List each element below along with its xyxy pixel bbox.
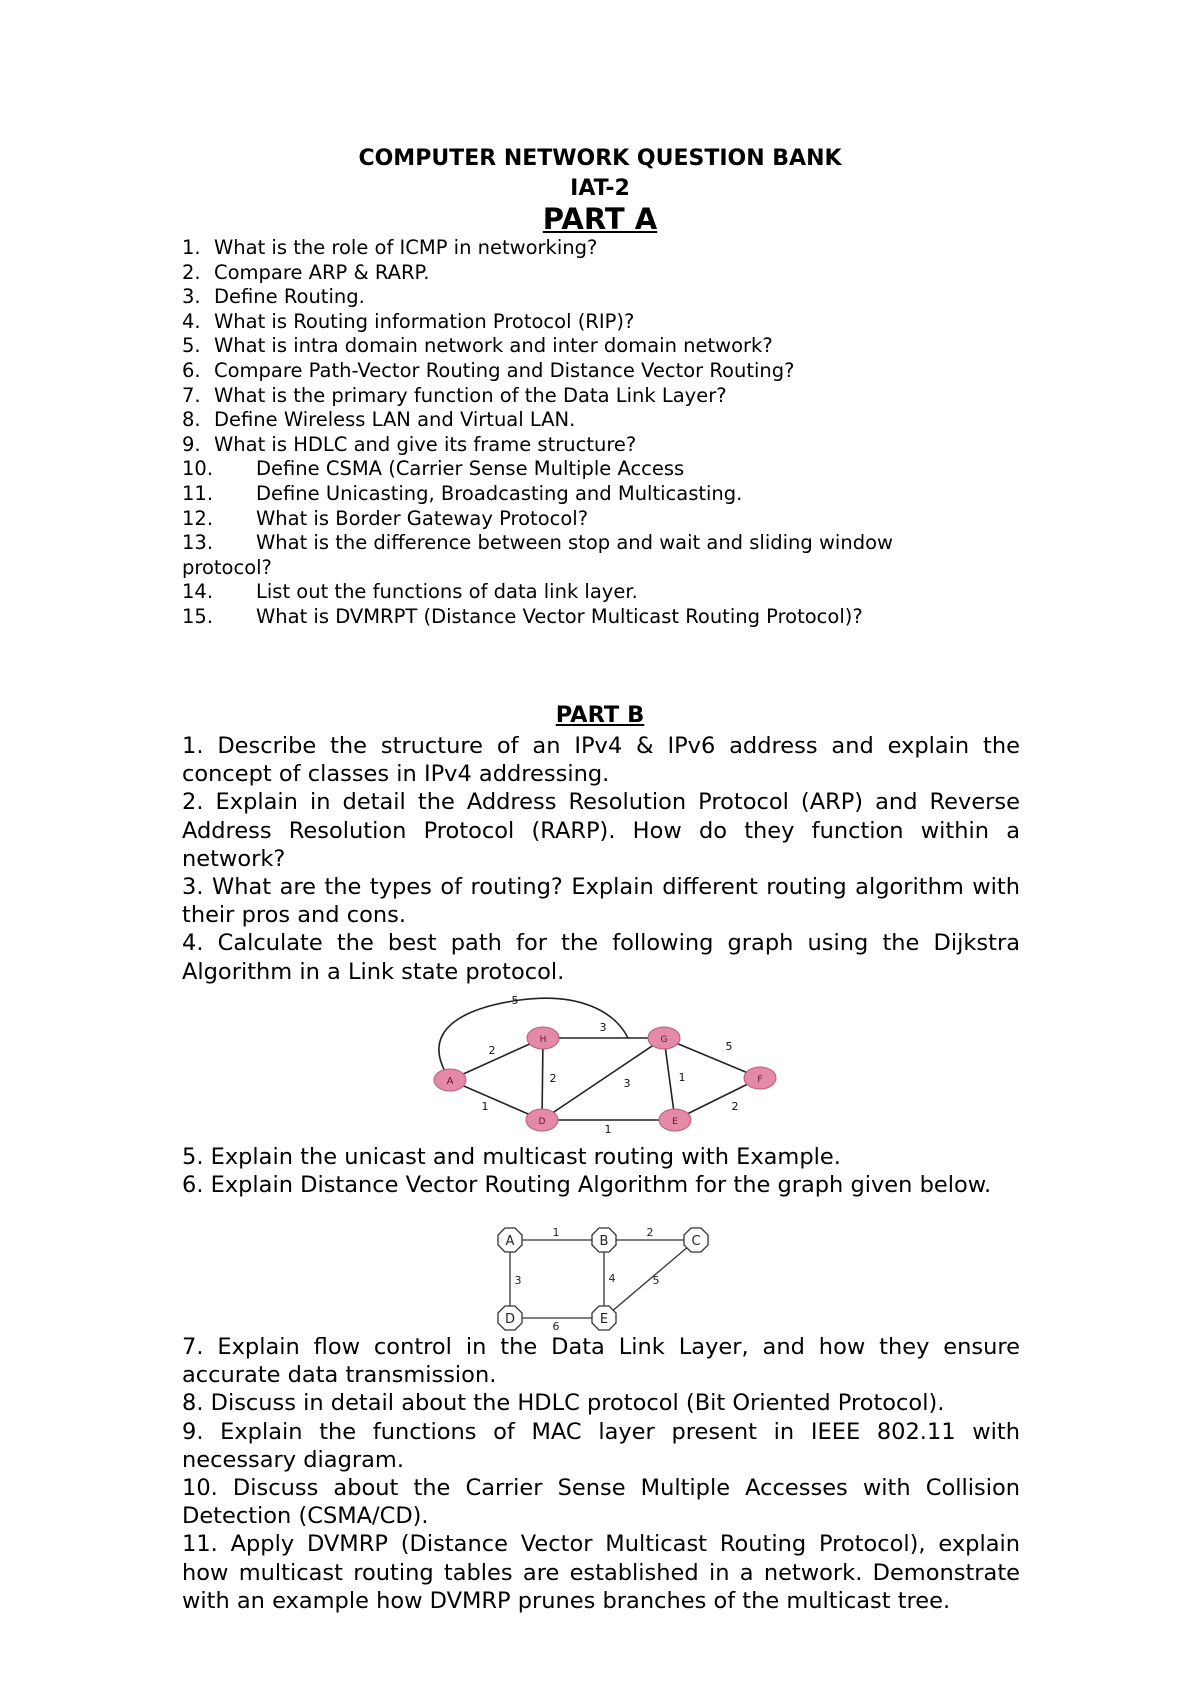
question-text: What is DVMRPT (Distance Vector Multicast Routing Protocol)? xyxy=(256,604,863,628)
edge-weight: 2 xyxy=(731,1100,739,1113)
part-a-question xyxy=(182,236,1022,261)
question-number: 6. xyxy=(182,358,201,382)
graph-node xyxy=(527,1027,559,1049)
part-b-question: 3. What are the types of routing? Explain different routing algorithm with their pros and cons. xyxy=(182,874,1020,929)
part-a-question xyxy=(182,285,1022,310)
part-a-question xyxy=(182,482,1022,507)
graph-edge xyxy=(664,1038,675,1120)
graph-node xyxy=(434,1069,466,1091)
edge-weight: 2 xyxy=(646,1226,654,1239)
part-a-question xyxy=(182,531,962,580)
question-text: Compare ARP & RARP. xyxy=(214,260,430,284)
node-label: E xyxy=(599,1312,609,1327)
graph-node xyxy=(684,1228,708,1252)
node-label: H xyxy=(539,1035,547,1045)
part-b-list-2 xyxy=(182,1143,1020,1199)
part-a-question xyxy=(182,384,1022,409)
part-b-question: 6. Explain Distance Vector Routing Algorithm for the graph given below. xyxy=(182,1172,992,1199)
question-number: 10. xyxy=(182,457,214,481)
node-label: C xyxy=(691,1234,701,1249)
graph-node xyxy=(526,1109,558,1131)
graph-node xyxy=(659,1109,691,1131)
part-b-list-1 xyxy=(182,732,1020,986)
question-number: 11. xyxy=(182,481,214,505)
part-a-question xyxy=(182,408,1022,433)
part-a-question xyxy=(182,433,1022,458)
question-number: 8. xyxy=(182,408,201,432)
question-text: What is HDLC and give its frame structure? xyxy=(214,432,637,456)
graph-node xyxy=(648,1027,680,1049)
document-title: COMPUTER NETWORK QUESTION BANK xyxy=(358,146,842,171)
edge-weight: 4 xyxy=(608,1272,616,1285)
graph-edge xyxy=(450,1038,543,1080)
graph-node xyxy=(592,1306,616,1330)
part-b-heading: PART B xyxy=(555,702,645,728)
part-b-question: 2. Explain in detail the Address Resolution Protocol (ARP) and Reverse Address Resolution Protocol (RARP). How do they function within a network? xyxy=(182,789,1020,872)
edge-weight: 5 xyxy=(725,1040,733,1053)
question-text: What is the primary function of the Data Link Layer? xyxy=(214,383,727,407)
question-text: Compare Path-Vector Routing and Distance Vector Routing? xyxy=(214,358,795,382)
edge-weight: 1 xyxy=(481,1100,489,1113)
node-label: E xyxy=(672,1117,678,1127)
question-text: Define CSMA (Carrier Sense Multiple Access xyxy=(256,457,685,481)
edge-weight: 3 xyxy=(599,1021,607,1034)
part-b-question: 5. Explain the unicast and multicast routing with Example. xyxy=(182,1144,841,1170)
part-b-question: 8. Discuss in detail about the HDLC protocol (Bit Oriented Protocol). xyxy=(182,1390,945,1417)
edge-weight: 3 xyxy=(623,1077,631,1090)
graph-edge xyxy=(542,1038,543,1120)
part-b-question: 4. Calculate the best path for the following graph using the Dijkstra Algorithm in a Link state protocol. xyxy=(182,930,1020,985)
part-a-list xyxy=(182,236,1022,630)
node-label: D xyxy=(538,1117,546,1127)
edge-weight: 2 xyxy=(488,1044,496,1057)
question-number: 14. xyxy=(182,580,214,604)
edge-weight: 3 xyxy=(514,1274,522,1287)
node-label: B xyxy=(599,1234,609,1249)
part-b-question: 7. Explain flow control in the Data Link Layer, and how they ensure accurate data transmission. xyxy=(182,1334,1020,1389)
edge-weight: 5 xyxy=(652,1274,660,1287)
node-label: D xyxy=(504,1312,516,1327)
distance-vector-graph xyxy=(488,1218,716,1333)
question-number: 1. xyxy=(182,236,201,259)
part-b-question: 10. Discuss about the Carrier Sense Multiple Accesses with Collision Detection (CSMA/CD). xyxy=(182,1475,1020,1530)
node-label: A xyxy=(505,1234,515,1249)
question-text: Define Unicasting, Broadcasting and Multicasting. xyxy=(256,481,743,505)
question-text: Define Wireless LAN and Virtual LAN. xyxy=(214,408,576,432)
part-a-question xyxy=(182,261,1022,286)
node-label: F xyxy=(757,1075,763,1085)
graph-node xyxy=(498,1306,522,1330)
graph-node xyxy=(744,1067,776,1089)
edge-weights xyxy=(482,994,739,1136)
part-a-question xyxy=(182,507,1022,532)
graph-edge xyxy=(542,1038,664,1120)
edge-weight: 1 xyxy=(678,1071,686,1084)
graph-node xyxy=(498,1228,522,1252)
document-subtitle: IAT-2 xyxy=(570,176,630,201)
question-number: 4. xyxy=(182,309,201,333)
edge-weight: 1 xyxy=(552,1226,560,1239)
graph-node xyxy=(592,1228,616,1252)
part-b-question: 1. Describe the structure of an IPv4 & IPv6 address and explain the concept of classes in IPv4 addressing. xyxy=(182,733,1020,788)
part-a-question xyxy=(182,359,1022,384)
graph-edge xyxy=(604,1240,696,1318)
edge-weight: 1 xyxy=(604,1123,612,1136)
question-text: Define Routing. xyxy=(214,285,365,309)
part-b-question: 11. Apply DVMRP (Distance Vector Multicast Routing Protocol), explain how multicast routing tables are established in a network. Demonstrate with an example how DVMRP prunes branches of the multicast tree. xyxy=(182,1531,1020,1614)
part-a-question xyxy=(182,605,1022,630)
question-number: 12. xyxy=(182,506,214,530)
question-number: 15. xyxy=(182,604,214,628)
question-text: What is Routing information Protocol (RIP)? xyxy=(214,309,635,333)
part-a-question xyxy=(182,310,1022,335)
question-text: List out the functions of data link layer. xyxy=(256,580,638,604)
part-a-question xyxy=(182,457,1022,482)
question-number: 3. xyxy=(182,285,201,309)
part-b-list-3 xyxy=(182,1333,1020,1615)
question-text: What is the difference between stop and wait and sliding window protocol? xyxy=(182,531,893,579)
question-number: 2. xyxy=(182,260,201,284)
edge-weight: 2 xyxy=(549,1072,557,1085)
edge-weights xyxy=(515,1226,660,1333)
graph-nodes xyxy=(498,1228,708,1330)
part-b-question: 9. Explain the functions of MAC layer present in IEEE 802.11 with necessary diagram. xyxy=(182,1418,1020,1473)
part-a-question xyxy=(182,580,1022,605)
question-number: 13. xyxy=(182,531,214,555)
question-text: What is intra domain network and inter domain network? xyxy=(214,334,773,358)
question-number: 7. xyxy=(182,383,201,407)
edge-weight: 5 xyxy=(511,994,519,1007)
dijkstra-graph xyxy=(430,992,780,1136)
question-text: What is the role of ICMP in networking? xyxy=(214,236,598,259)
edge-weight: 6 xyxy=(552,1320,560,1333)
question-text: What is Border Gateway Protocol? xyxy=(256,506,589,530)
node-label: G xyxy=(660,1035,668,1045)
question-number: 9. xyxy=(182,432,201,456)
node-label: A xyxy=(446,1076,454,1087)
question-number: 5. xyxy=(182,334,201,358)
part-a-question xyxy=(182,334,1022,359)
part-a-heading: PART A xyxy=(542,202,658,236)
